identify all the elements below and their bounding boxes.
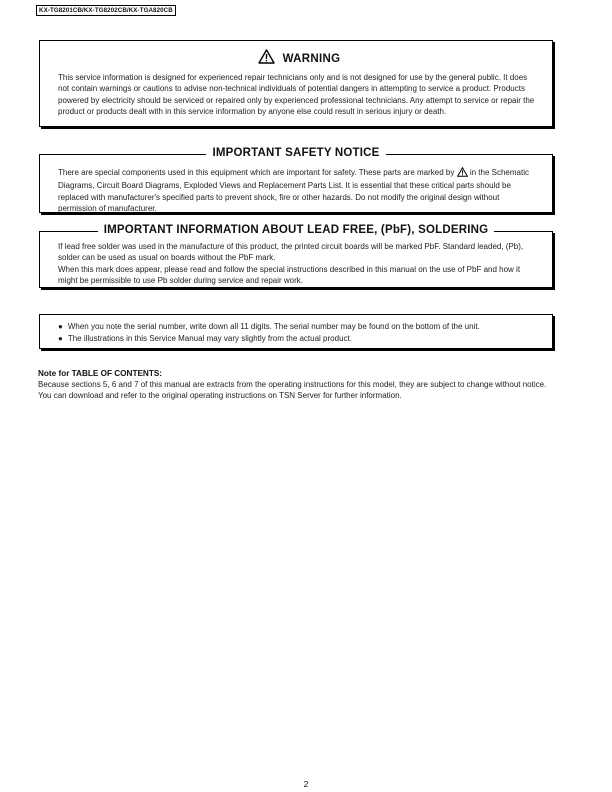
toc-note-heading: Note for TABLE OF CONTENTS: (38, 369, 163, 378)
notes-box (39, 314, 553, 349)
safety-mark-icon (457, 167, 468, 180)
warning-box (39, 40, 553, 127)
lead-free-para1: If lead free solder was used in the manufacture of this product, the printed circuit boards will be marked PbF. Standard leaded, (Pb), solder can be used as usual on boards without the PbF mark. (58, 242, 524, 263)
notes-list (58, 321, 540, 345)
toc-note (38, 369, 558, 401)
note-text: The illustrations in this Service Manual may vary slightly from the actual product. (67, 334, 352, 343)
toc-note-body: Because sections 5, 6 and 7 of this manual are extracts from the operating instructions for this model, they are subject to change without notice. You can download and refer to the original operating instructions on TSN Server for further information. (38, 380, 547, 400)
list-item (58, 321, 540, 333)
bullet-icon: ● (58, 322, 63, 331)
warning-triangle-icon (258, 49, 275, 69)
safety-notice-body-part2: in the Schematic Diagrams, Circuit Board Diagrams, Exploded Views and Replacement Parts List. It is essential that these critical parts should be replaced with manufacturer's specified parts to prevent shock, fire or other hazards. Do not modify the original design without permission of manufacturer. (58, 168, 529, 213)
lead-free-title: IMPORTANT INFORMATION ABOUT LEAD FREE, (PbF), SOLDERING (98, 224, 495, 236)
safety-notice-body (58, 167, 540, 214)
warning-title: WARNING (282, 53, 341, 65)
list-item (58, 333, 540, 345)
safety-notice-title: IMPORTANT SAFETY NOTICE (206, 147, 385, 159)
safety-notice-body-part1: There are special components used in this equipment which are important for safety. These parts are marked by (58, 168, 455, 177)
warning-header (58, 49, 540, 69)
model-number-tag: KX-TG8201CB/KX-TG8202CB/KX-TGA820CB (36, 5, 176, 16)
lead-free-para2: When this mark does appear, please read and follow the special instructions described in this manual on the use of PbF and how it might be permissible to use Pb solder during service and repair work. (58, 264, 521, 285)
note-text: When you note the serial number, write down all 11 digits. The serial number may be found on the bottom of the unit. (67, 322, 480, 331)
bullet-icon: ● (58, 334, 63, 343)
warning-body: This service information is designed for experienced repair technicians only and is not designed for use by the general public. It does not contain warnings or cautions to advise non-technical individuals of potential dangers in attempting to service a product. Products powered by electricity should be serviced or repaired only by experienced professional technicians. Any attempt to service or repair the product or products dealt with in this service information by anyone else could result in serious injury or death. (58, 73, 535, 116)
safety-notice-box (39, 147, 553, 213)
page-number: 2 (303, 779, 309, 789)
lead-free-box (39, 224, 553, 288)
